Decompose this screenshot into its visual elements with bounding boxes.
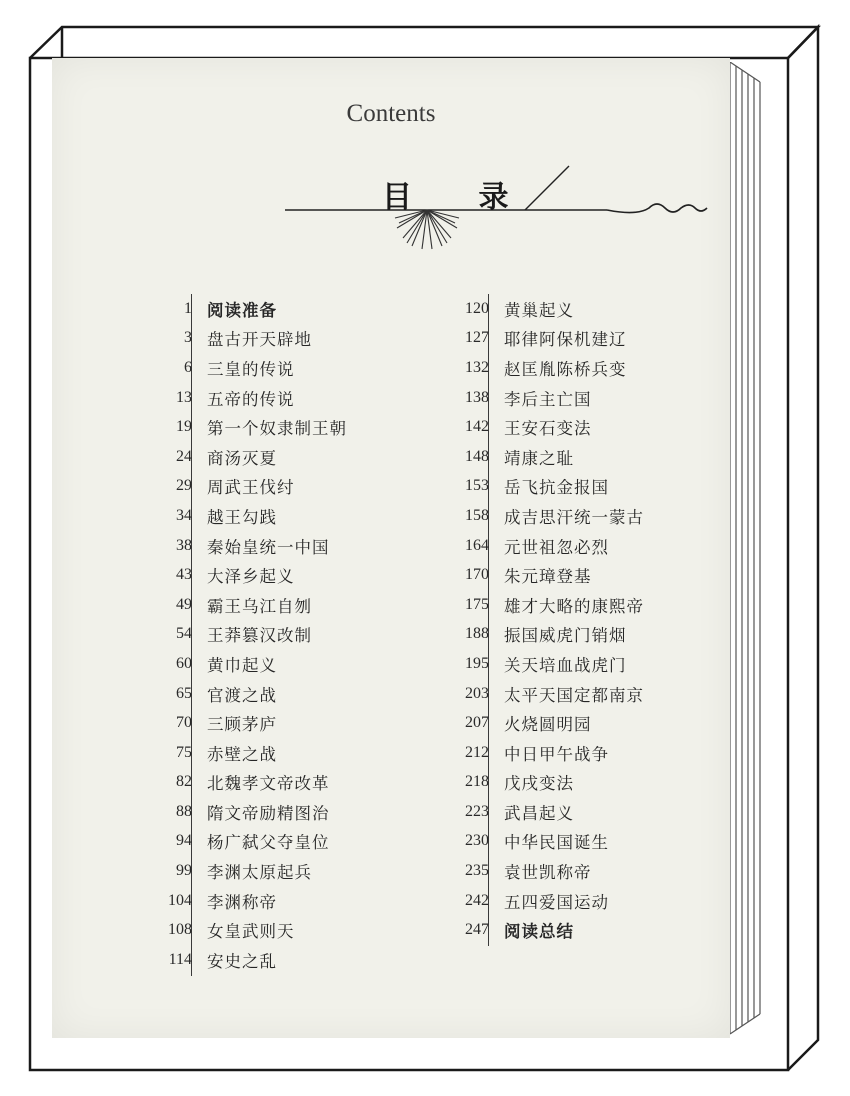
toc-entry-title: 岳飞抗金报国 bbox=[504, 478, 609, 498]
toc-entry-title: 武昌起义 bbox=[504, 803, 574, 823]
toc-entry-title: 五帝的传说 bbox=[207, 389, 295, 409]
toc-entry[interactable] bbox=[437, 620, 644, 650]
toc-entry-title: 火烧圆明园 bbox=[504, 715, 592, 735]
toc-page-number: 99 bbox=[176, 862, 192, 880]
toc-page-number: 19 bbox=[176, 418, 192, 436]
toc-entry[interactable] bbox=[140, 827, 347, 857]
toc-page-number: 142 bbox=[465, 418, 489, 436]
toc-page bbox=[52, 58, 730, 1038]
toc-page-number: 60 bbox=[176, 654, 192, 672]
toc-entry-title: 王安石变法 bbox=[504, 419, 592, 439]
toc-entry-title: 关天培血战虎门 bbox=[504, 655, 627, 675]
toc-entry[interactable] bbox=[437, 768, 644, 798]
toc-entry[interactable] bbox=[437, 708, 644, 738]
toc-entry[interactable] bbox=[140, 679, 347, 709]
toc-right-column bbox=[437, 294, 644, 945]
toc-page-number: 120 bbox=[465, 299, 489, 317]
toc-page-number: 49 bbox=[176, 595, 192, 613]
toc-entry-title: 赵匡胤陈桥兵变 bbox=[504, 359, 627, 379]
toc-entry-title: 安史之乱 bbox=[207, 951, 277, 971]
toc-page-number: 88 bbox=[176, 802, 192, 820]
toc-entry-title: 振国威虎门销烟 bbox=[504, 626, 627, 646]
toc-page-number: 38 bbox=[176, 536, 192, 554]
toc-entry-title: 黄巢起义 bbox=[504, 300, 574, 320]
toc-page-number: 188 bbox=[465, 625, 489, 643]
toc-page-number: 75 bbox=[176, 743, 192, 761]
toc-page-number: 235 bbox=[465, 862, 489, 880]
toc-page-number: 247 bbox=[465, 921, 489, 939]
toc-entry-title: 太平天国定都南京 bbox=[504, 685, 644, 705]
toc-entry[interactable] bbox=[140, 915, 347, 945]
toc-entry[interactable] bbox=[437, 412, 644, 442]
toc-entry-title: 元世祖忽必烈 bbox=[504, 537, 609, 557]
toc-title: 目 录 bbox=[382, 180, 537, 215]
toc-entry-title: 阅读准备 bbox=[207, 300, 277, 320]
toc-page-number: 195 bbox=[465, 654, 489, 672]
toc-entry-title: 耶律阿保机建辽 bbox=[504, 330, 627, 350]
toc-entry-title: 戊戌变法 bbox=[504, 774, 574, 794]
toc-entry-title: 李渊太原起兵 bbox=[207, 863, 312, 883]
contents-subtitle: Contents bbox=[346, 100, 436, 127]
toc-entry-title: 秦始皇统一中国 bbox=[207, 537, 330, 557]
toc-entry-title: 霸王乌江自刎 bbox=[207, 596, 312, 616]
toc-entry[interactable] bbox=[140, 501, 347, 531]
toc-entry[interactable] bbox=[140, 442, 347, 472]
toc-entry[interactable] bbox=[437, 738, 644, 768]
toc-entry-title: 靖康之耻 bbox=[504, 448, 574, 468]
toc-entry[interactable] bbox=[140, 590, 347, 620]
toc-entry[interactable] bbox=[140, 383, 347, 413]
toc-entry[interactable] bbox=[140, 412, 347, 442]
toc-page-number: 207 bbox=[465, 714, 489, 732]
toc-entry-title: 杨广弑父夺皇位 bbox=[207, 833, 330, 853]
toc-page-number: 29 bbox=[176, 477, 192, 495]
toc-entry[interactable] bbox=[437, 797, 644, 827]
toc-entry[interactable] bbox=[437, 590, 644, 620]
toc-page-number: 175 bbox=[465, 595, 489, 613]
toc-entry-title: 中日甲午战争 bbox=[504, 744, 609, 764]
toc-page-number: 108 bbox=[168, 921, 192, 939]
toc-page-number: 132 bbox=[465, 358, 489, 376]
toc-entry-title: 越王勾践 bbox=[207, 507, 277, 527]
toc-page-number: 218 bbox=[465, 773, 489, 791]
toc-entry[interactable] bbox=[140, 649, 347, 679]
toc-entry[interactable] bbox=[437, 324, 644, 354]
toc-entry[interactable] bbox=[140, 531, 347, 561]
toc-page-number: 3 bbox=[184, 329, 192, 347]
toc-entry[interactable] bbox=[140, 797, 347, 827]
toc-entry[interactable] bbox=[140, 768, 347, 798]
toc-page-number: 127 bbox=[465, 329, 489, 347]
toc-heading bbox=[52, 158, 730, 248]
toc-left-column bbox=[140, 294, 347, 975]
toc-entry[interactable] bbox=[437, 501, 644, 531]
toc-page-number: 203 bbox=[465, 684, 489, 702]
toc-page-number: 1 bbox=[184, 299, 192, 317]
toc-page-number: 230 bbox=[465, 832, 489, 850]
toc-entry[interactable] bbox=[437, 886, 644, 916]
toc-entry[interactable] bbox=[140, 738, 347, 768]
toc-page-number: 54 bbox=[176, 625, 192, 643]
toc-entry-title: 阅读总结 bbox=[504, 922, 574, 942]
toc-entry[interactable] bbox=[437, 915, 644, 945]
toc-entry-title: 商汤灭夏 bbox=[207, 448, 277, 468]
toc-entry-title: 李渊称帝 bbox=[207, 892, 277, 912]
toc-entry[interactable] bbox=[437, 856, 644, 886]
toc-entry-title: 周武王伐纣 bbox=[207, 478, 295, 498]
toc-entry-title: 黄巾起义 bbox=[207, 655, 277, 675]
toc-page-number: 24 bbox=[176, 447, 192, 465]
toc-page-number: 13 bbox=[176, 388, 192, 406]
toc-entry[interactable] bbox=[140, 472, 347, 502]
toc-entry-title: 三皇的传说 bbox=[207, 359, 295, 379]
toc-entry[interactable] bbox=[140, 560, 347, 590]
toc-entry[interactable] bbox=[437, 294, 644, 324]
toc-entry-title: 赤壁之战 bbox=[207, 744, 277, 764]
toc-entry-title: 中华民国诞生 bbox=[504, 833, 609, 853]
toc-entry[interactable] bbox=[437, 679, 644, 709]
toc-page-number: 148 bbox=[465, 447, 489, 465]
toc-page-number: 164 bbox=[465, 536, 489, 554]
toc-entry-title: 五四爱国运动 bbox=[504, 892, 609, 912]
toc-entry[interactable] bbox=[140, 324, 347, 354]
toc-page-number: 170 bbox=[465, 566, 489, 584]
toc-entry-title: 朱元璋登基 bbox=[504, 567, 592, 587]
toc-entry-title: 女皇武则天 bbox=[207, 922, 295, 942]
toc-entry[interactable] bbox=[140, 945, 347, 975]
toc-entry[interactable] bbox=[437, 531, 644, 561]
toc-page-number: 212 bbox=[465, 743, 489, 761]
toc-entry-title: 隋文帝励精图治 bbox=[207, 803, 330, 823]
toc-page-number: 153 bbox=[465, 477, 489, 495]
toc-entry[interactable] bbox=[437, 560, 644, 590]
toc-entry[interactable] bbox=[437, 383, 644, 413]
toc-entry[interactable] bbox=[437, 353, 644, 383]
toc-entry[interactable] bbox=[140, 620, 347, 650]
toc-page-number: 223 bbox=[465, 802, 489, 820]
toc-entry-title: 北魏孝文帝改革 bbox=[207, 774, 330, 794]
toc-entry-title: 袁世凯称帝 bbox=[504, 863, 592, 883]
toc-page-number: 242 bbox=[465, 891, 489, 909]
toc-page-number: 94 bbox=[176, 832, 192, 850]
toc-entry-title: 雄才大略的康熙帝 bbox=[504, 596, 644, 616]
toc-page-number: 65 bbox=[176, 684, 192, 702]
toc-page-number: 158 bbox=[465, 506, 489, 524]
toc-page-number: 82 bbox=[176, 773, 192, 791]
toc-entry[interactable] bbox=[140, 294, 347, 324]
toc-entry-title: 盘古开天辟地 bbox=[207, 330, 312, 350]
page-edges bbox=[728, 62, 762, 1038]
toc-entry[interactable] bbox=[437, 472, 644, 502]
toc-entry[interactable] bbox=[140, 353, 347, 383]
toc-entry-title: 成吉思汗统一蒙古 bbox=[504, 507, 644, 527]
toc-page-number: 70 bbox=[176, 714, 192, 732]
toc-page-number: 114 bbox=[168, 950, 192, 968]
toc-page-number: 43 bbox=[176, 566, 192, 584]
toc-entry-title: 第一个奴隶制王朝 bbox=[207, 419, 347, 439]
toc-page-number: 6 bbox=[184, 358, 192, 376]
toc-entry[interactable] bbox=[437, 649, 644, 679]
toc-page-number: 138 bbox=[465, 388, 489, 406]
toc-entry-title: 王莽篡汉改制 bbox=[207, 626, 312, 646]
toc-entry-title: 官渡之战 bbox=[207, 685, 277, 705]
toc-entry-title: 李后主亡国 bbox=[504, 389, 592, 409]
toc-entry[interactable] bbox=[140, 708, 347, 738]
toc-entry[interactable] bbox=[140, 856, 347, 886]
toc-entry[interactable] bbox=[437, 442, 644, 472]
toc-entry-title: 大泽乡起义 bbox=[207, 567, 295, 587]
toc-page-number: 104 bbox=[168, 891, 192, 909]
toc-page-number: 34 bbox=[176, 506, 192, 524]
toc-entry[interactable] bbox=[140, 886, 347, 916]
toc-entry-title: 三顾茅庐 bbox=[207, 715, 277, 735]
toc-entry[interactable] bbox=[437, 827, 644, 857]
